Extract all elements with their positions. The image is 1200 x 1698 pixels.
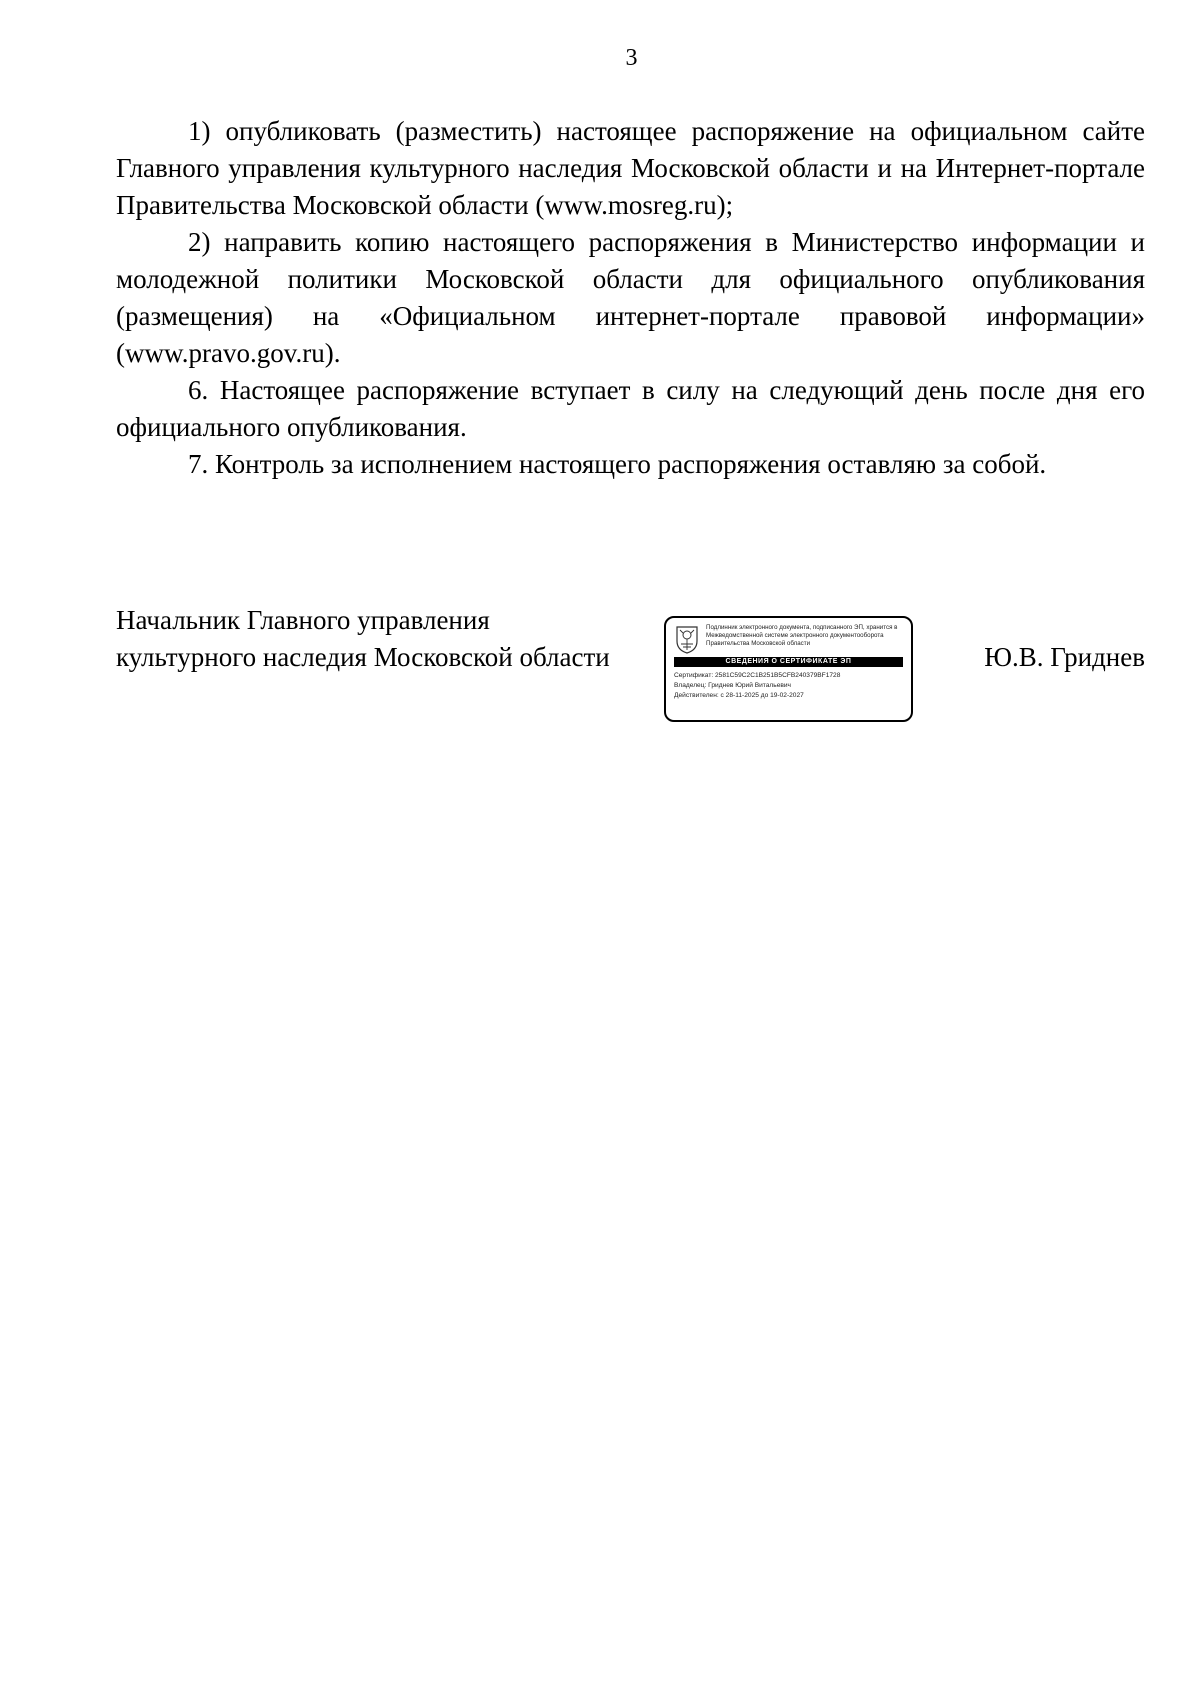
paragraph-send-copy: 2) направить копию настоящего распоряжения в Министерство информации и молодежной политики Московской области для официального опубликования (размещения) на «Официальном интернет-портале правовой информации» (www.pravo.gov.ru).: [116, 227, 1145, 368]
signature-block: [116, 602, 1145, 732]
paragraph-publish: 1) опубликовать (разместить) настоящее распоряжение на официальном сайте Главного управления культурного наследия Московской области и на Интернет-портале Правительства Московской области (www.mosreg.ru);: [116, 116, 1145, 220]
paragraph-control: 7. Контроль за исполнением настоящего распоряжения оставляю за собой.: [188, 449, 1047, 479]
signer-title-line-2: культурного наследия Московской области: [116, 642, 610, 672]
eds-validity: Действителен: с 28-11-2025 до 19-02-2027: [674, 692, 804, 699]
eds-certificate: Сертификат: 2581C59C2C1B251B5CFB240379BF1728: [674, 672, 841, 679]
eds-header: СВЕДЕНИЯ О СЕРТИФИКАТЕ ЭП: [674, 657, 903, 667]
document-body: [116, 113, 1145, 483]
signer-title: [116, 602, 610, 676]
page-number: 3: [625, 45, 638, 71]
signer-name: Ю.В. Гриднев: [984, 642, 1145, 672]
coat-of-arms-icon: [674, 624, 700, 654]
eds-note: Подлинник электронного документа, подписанного ЭП, хранится в Межведомственной системе электронного документооборота Правительства Московской области: [706, 624, 898, 647]
electronic-signature-stamp: [664, 616, 913, 722]
eds-owner: Владелец: Гриднев Юрий Витальевич: [674, 682, 791, 689]
paragraph-effective-date: 6. Настоящее распоряжение вступает в силу на следующий день после дня его официального опубликования.: [116, 375, 1145, 442]
signer-title-line-1: Начальник Главного управления: [116, 605, 490, 635]
